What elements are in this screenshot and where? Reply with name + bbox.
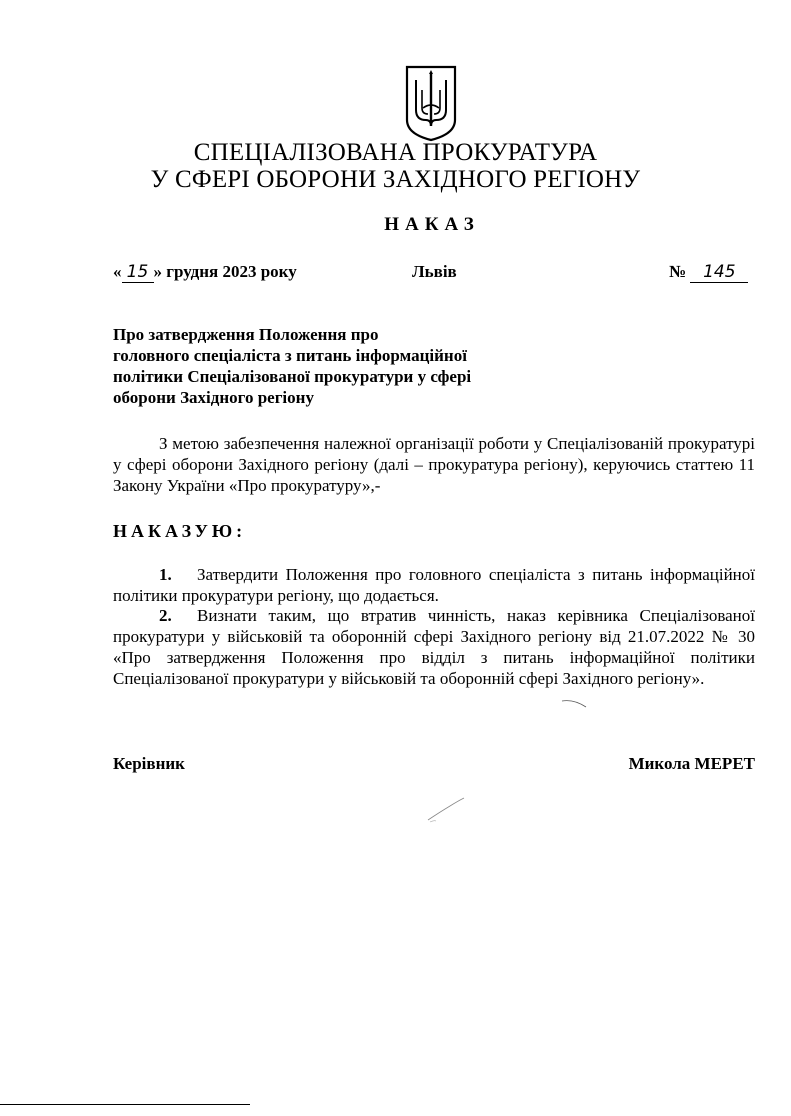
pen-mark-icon xyxy=(560,697,590,711)
intro-paragraph: З метою забезпечення належної організації роботи у Спеціалізованій прокуратурі у сфері оборони Західного регіону (далі – прокуратура регіону), керуючись статтею 11 Закону України «Про прокуратуру»,- xyxy=(113,434,755,495)
date-day-handwritten: 15 xyxy=(122,262,154,283)
footer-divider xyxy=(0,1104,250,1105)
order-item-1 xyxy=(113,564,755,606)
subject-line: політики Спеціалізованої прокуратури у сфері xyxy=(113,367,472,386)
subject-line: Про затвердження Положення про xyxy=(113,325,379,344)
document-number xyxy=(669,262,748,283)
signatory-name: Микола МЕРЕТ xyxy=(628,754,755,773)
subject-line: головного спеціаліста з питань інформаційної xyxy=(113,346,467,365)
number-value-handwritten: 145 xyxy=(690,262,748,283)
document-city: Львів xyxy=(412,262,457,281)
number-label: № xyxy=(669,262,687,281)
signature-scribble-icon xyxy=(420,790,470,830)
document-date xyxy=(113,262,297,283)
item-number: 1. xyxy=(159,565,172,584)
organization-name-line1: СПЕЦІАЛІЗОВАНА ПРОКУРАТУРА xyxy=(193,139,598,166)
item-text: Затвердити Положення про головного спеціаліста з питань інформаційної політики прокуратури регіону, що додається. xyxy=(113,565,755,605)
item-number: 2. xyxy=(159,606,172,625)
item-text: Визнати таким, що втратив чинність, наказ керівника Спеціалізованої прокуратури у військовій та оборонній сфері Західного регіону від 21.07.2022 № 30 «Про затвердження Положення про відділ з питань інформаційної політики Спеціалізованої прокуратури у військовій та оборонній сфері Західного регіону». xyxy=(113,606,755,688)
date-open-quote: « xyxy=(113,262,122,281)
order-item-2 xyxy=(113,605,755,689)
document-subject xyxy=(113,324,533,408)
organization-name-line2: У СФЕРІ ОБОРОНИ ЗАХІДНОГО РЕГІОНУ xyxy=(150,166,641,193)
order-heading: НАКАЗУЮ: xyxy=(113,521,247,541)
subject-line: оборони Західного регіону xyxy=(113,388,314,407)
date-month-year: » грудня 2023 року xyxy=(153,262,297,281)
coat-of-arms-icon xyxy=(404,64,458,142)
document-type-title: НАКАЗ xyxy=(384,214,480,235)
signatory-title: Керівник xyxy=(113,754,185,773)
